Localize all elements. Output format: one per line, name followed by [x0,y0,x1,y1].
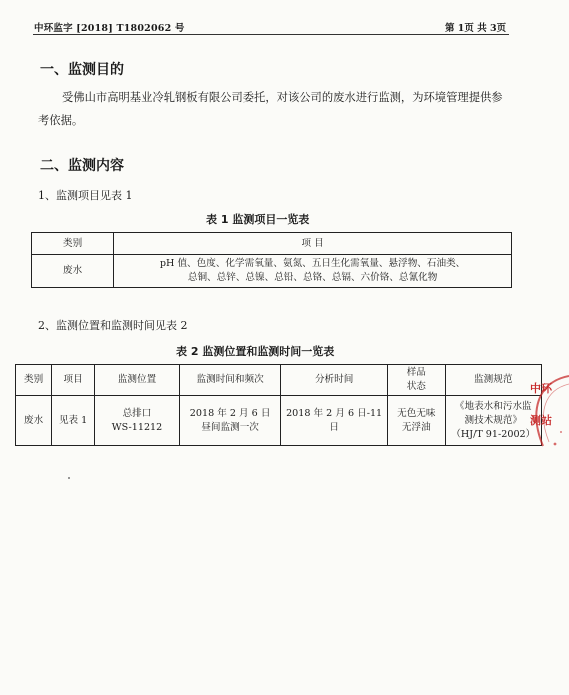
table2-standard-line2: 测技术规范》 [464,414,523,426]
table2-header-analysis-time: 分析时间 [281,365,388,396]
table2-header-time-freq: 监测时间和频次 [180,365,281,396]
table2-cell-sample-state [388,396,446,446]
table2-header-sample-state-line2: 状态 [406,381,426,392]
section2-title: 二、监测内容 [40,158,124,174]
table2-header-standard: 监测规范 [445,365,541,396]
table2-header-category: 类别 [16,365,52,396]
table2-header-row [16,365,542,396]
table1-items-line2: 总铜、总锌、总镍、总铅、总铬、总镉、六价铬、总氰化物 [187,272,438,283]
table2-location-line2: WS-11212 [111,421,163,433]
table1-cell-category: 废水 [32,255,114,288]
table1-cell-items [114,255,512,288]
page-info: 第 1页 共 3页 [445,23,507,34]
table2-sample-state-line2: 无浮油 [401,421,431,433]
seal-text-bottom: 测站 [530,414,552,427]
table2-cell-location [94,396,179,446]
table2-time-freq-line1: 2018 年 2 月 6 日 [189,407,271,419]
table2-cell-time-freq [180,396,281,446]
section1-body: 受佛山市高明基业冷轧钢板有限公司委托，对该公司的废水进行监测，为环境管理提供参考依据。 [38,91,503,127]
report-number: 中环监字 [2018] T1802062 号 [34,23,185,34]
table1-row [32,255,512,288]
table2-standard-line1: 《地表水和污水监 [454,400,532,412]
table2-header-project: 项目 [52,365,95,396]
table2-cell-project: 见表 1 [52,396,95,446]
table2-location-line1: 总排口 [122,407,152,419]
table1-caption: 表 1 监测项目一览表 [206,213,310,226]
table1-items-line1: pH 值、色度、化学需氧量、氨氮、五日生化需氧量、悬浮物、石油类、 [159,258,466,269]
table2-standard-line3: （HJ/T 91-2002） [451,428,536,440]
table2-cell-category: 废水 [16,396,52,446]
table2 [15,364,542,446]
table2-header-sample-state [388,365,446,396]
table2-time-freq-line2: 昼间监测一次 [201,421,259,433]
table2-caption: 表 2 监测位置和监测时间一览表 [176,345,335,358]
table2-cell-analysis-time: 2018 年 2 月 6 日-11 日 [281,396,388,446]
stray-mark [68,477,70,479]
table2-row [16,396,542,446]
table2-header-sample-state-line1: 样品 [406,367,426,378]
section1-title: 一、监测目的 [40,62,124,78]
item2-text: 2、监测位置和监测时间见表 2 [38,319,188,332]
seal-text-top: 中环 [530,382,552,395]
table1 [31,232,512,288]
table1-header-category: 类别 [32,233,114,255]
header-divider [33,34,509,35]
table2-sample-state-line1: 无色无味 [397,407,436,419]
table1-header-row [32,233,512,255]
table2-header-location: 监测位置 [94,365,179,396]
item1-text: 1、监测项目见表 1 [38,189,133,202]
table1-header-items: 项 目 [114,233,512,255]
